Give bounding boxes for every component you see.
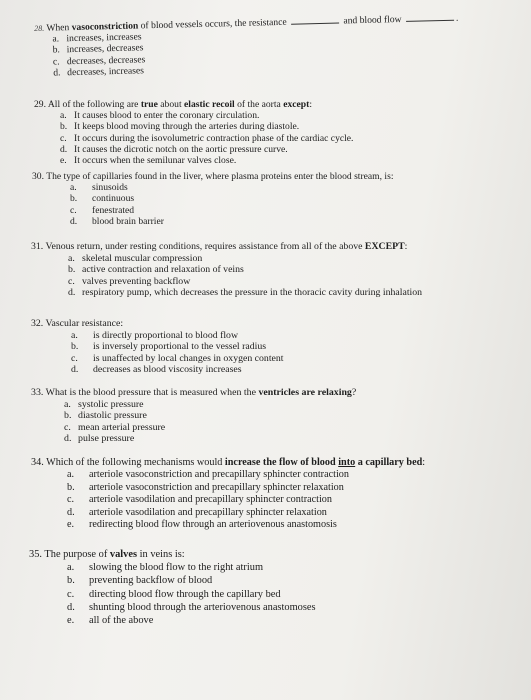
option-e[interactable]: e. all of the above	[67, 615, 154, 627]
question-28	[34, 12, 460, 79]
question-29	[34, 99, 353, 166]
option-c[interactable]: c. directing blood flow through the capillary bed	[67, 588, 281, 600]
option-d[interactable]: d. pulse pressure	[64, 433, 135, 445]
option-b[interactable]: b. active contraction and relaxation of veins	[68, 264, 244, 275]
option-c[interactable]: c. It occurs during the isovolumetric contraction phase of the cardiac cycle.	[60, 132, 354, 144]
option-a[interactable]: a. increases, increases	[52, 31, 142, 45]
question-30-stem: 30. The type of capillaries found in the liver, where plasma proteins enter the blood stream, is:	[32, 171, 394, 182]
question-29-options	[34, 110, 353, 166]
option-a[interactable]: a. sinusoids	[70, 182, 128, 194]
question-35	[29, 548, 316, 627]
option-c[interactable]: c. is unaffected by local changes in oxygen content	[71, 352, 284, 364]
option-c[interactable]: c. decreases, decreases	[52, 53, 146, 68]
question-29-stem: 29. All of the following are true about elastic recoil of the aorta except:	[34, 99, 312, 110]
question-35-options	[29, 561, 316, 627]
question-32-stem: 32. Vascular resistance:	[31, 318, 124, 329]
question-35-stem: 35. The purpose of valves in veins is:	[29, 549, 185, 560]
option-b[interactable]: b. continuous	[70, 193, 135, 205]
option-a[interactable]: a. skeletal muscular compression	[68, 252, 203, 264]
option-b[interactable]: b. preventing backflow of blood	[67, 575, 213, 587]
option-d[interactable]: d. decreases as blood viscosity increases	[71, 364, 242, 375]
question-31-stem: 31. Venous return, under resting conditions, requires assistance from all of the above EXCEPT:	[31, 241, 408, 252]
question-33-stem: 33. What is the blood pressure that is measured when the ventricles are relaxing?	[31, 387, 357, 398]
option-a[interactable]: a. arteriole vasoconstriction and precapillary sphincter contraction	[67, 469, 349, 481]
question-33	[31, 387, 356, 445]
option-e[interactable]: e. It occurs when the semilunar valves close.	[60, 155, 237, 167]
option-e[interactable]: e. redirecting blood flow through an arteriovenous anastomosis	[67, 519, 337, 531]
question-34	[31, 457, 425, 531]
option-d[interactable]: d. It causes the dicrotic notch on the aortic pressure curve.	[60, 143, 288, 155]
option-b[interactable]: b. arteriole vasoconstriction and precapillary sphincter relaxation	[67, 481, 344, 493]
option-c[interactable]: c. fenestrated	[70, 204, 135, 216]
answer-blank-flow	[406, 12, 454, 22]
option-b[interactable]: b. increases, decreases	[52, 42, 144, 56]
option-b[interactable]: b. It keeps blood moving through the arteries during diastole.	[60, 121, 300, 133]
option-d[interactable]: d. blood brain barrier	[70, 215, 164, 227]
question-32-options	[31, 330, 284, 376]
option-a[interactable]: a. is directly proportional to blood flow	[71, 329, 239, 341]
option-d[interactable]: d. respiratory pump, which decreases the pressure in the thoracic cavity during inhalation	[68, 287, 423, 298]
question-30	[32, 171, 394, 227]
option-b[interactable]: b. is inversely proportional to the vessel radius	[71, 341, 267, 352]
question-28-options	[34, 24, 459, 79]
question-30-options	[32, 182, 394, 227]
question-32	[31, 318, 284, 376]
option-d[interactable]: d. shunting blood through the arteriovenous anastomoses	[67, 601, 316, 613]
question-28-stem: 28. When vasoconstriction of blood vessels occurs, the resistance and blood flow .	[34, 12, 459, 34]
question-number-mark: 28.	[34, 23, 45, 33]
option-d[interactable]: d. decreases, increases	[53, 65, 145, 79]
question-33-options	[31, 399, 356, 445]
option-a[interactable]: a. systolic pressure	[64, 398, 144, 410]
option-b[interactable]: b. diastolic pressure	[64, 410, 147, 422]
option-c[interactable]: c. valves preventing backflow	[68, 275, 191, 287]
question-31-options	[31, 253, 422, 299]
question-34-stem: 34. Which of the following mechanisms would increase the flow of blood into a capillary bed:	[31, 457, 426, 468]
option-c[interactable]: c. arteriole vasodilation and precapillary sphincter contraction	[67, 494, 332, 506]
option-d[interactable]: d. arteriole vasodilation and precapillary sphincter relaxation	[67, 506, 327, 518]
question-31	[31, 241, 422, 299]
question-34-options	[31, 469, 425, 531]
option-a[interactable]: a. It causes blood to enter the coronary circulation.	[60, 110, 260, 122]
option-a[interactable]: a. slowing the blood flow to the right atrium	[67, 562, 264, 574]
option-c[interactable]: c. mean arterial pressure	[64, 421, 166, 433]
answer-blank-resistance	[291, 15, 339, 25]
